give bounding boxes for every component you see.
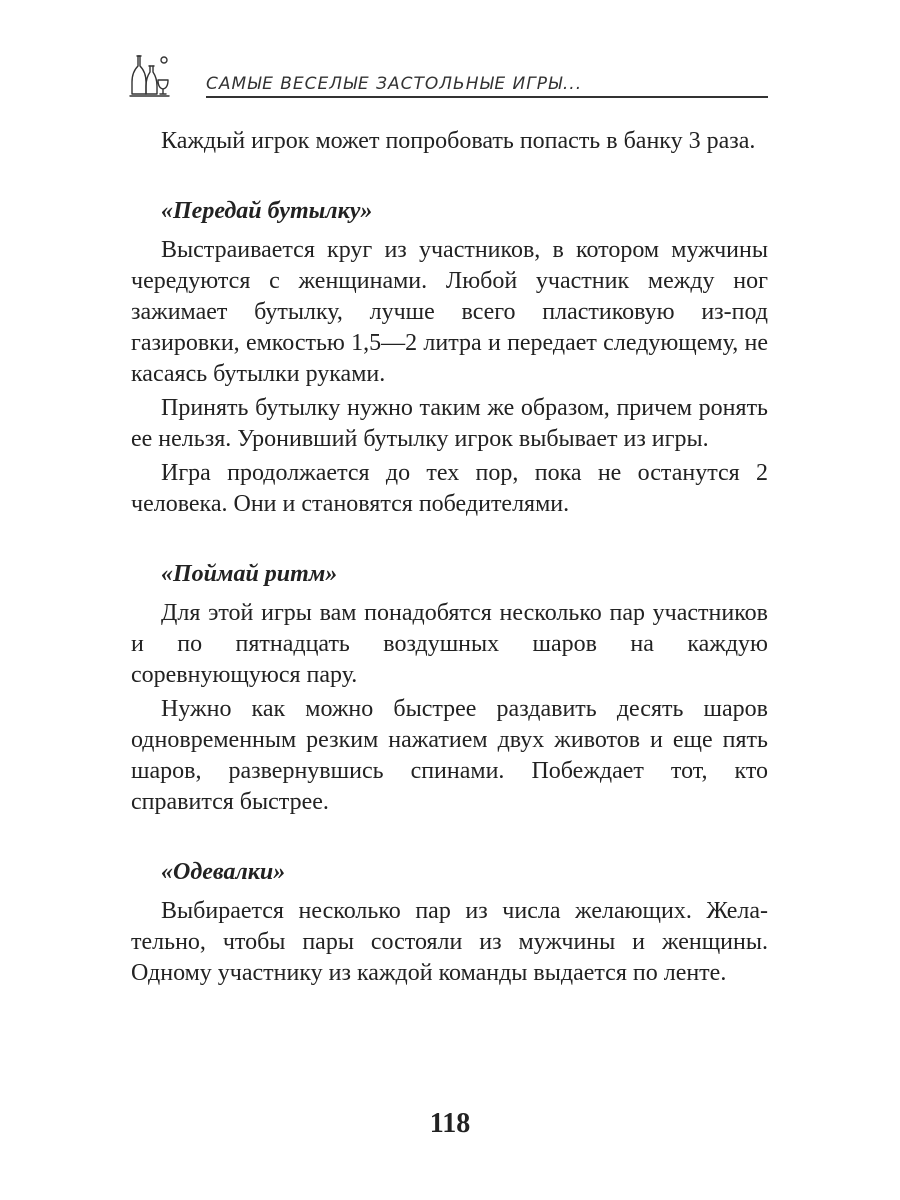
intro-paragraph: Каждый игрок может попробовать попасть в банку 3 раза. bbox=[161, 128, 756, 154]
header-rule bbox=[206, 96, 768, 98]
header-title: САМЫЕ ВЕСЕЛЫЕ ЗАСТОЛЬНЫЕ ИГРЫ... bbox=[206, 74, 583, 94]
bottles-glass-icon bbox=[126, 52, 172, 98]
section-paragraph: Игра продолжается до тех пор, пока не останутся 2 человека. Они и становятся победителями. bbox=[131, 460, 768, 517]
section-paragraph: Принять бутылку нужно таким же образом, причем ронять ее нельзя. Уронивший бутылку игрок выбывает из игры. bbox=[131, 395, 768, 452]
section-paragraph: Выбирается несколько пар из числа желающих. Желательно, чтобы пары состояли из мужчины и женщины. Одному участнику из каждой команды выдается по ленте. bbox=[131, 898, 768, 986]
section-pass-bottle bbox=[131, 196, 768, 520]
section-dressing-up bbox=[131, 857, 768, 989]
section-title: «Передай бутылку» bbox=[161, 198, 373, 224]
page-number: 118 bbox=[429, 1108, 471, 1139]
section-catch-rhythm bbox=[131, 559, 768, 818]
section-paragraph: Нужно как можно быстрее раздавить десять шаров одновременным резким нажатием двух животов и еще пять шаров, развернувшись спинами. Побеждает тот, кто справится быстрее. bbox=[131, 696, 768, 815]
section-paragraph: Выстраивается круг из участников, в котором мужчины чередуются с женщинами. Любой участник между ног зажимает бутылку, лучше всего пластиковую из-под газировки, емкостью 1,5—2 литра и передает следующему, не касаясь бутылки руками. bbox=[131, 237, 768, 387]
section-title: «Поймай ритм» bbox=[161, 561, 338, 587]
section-title: «Одевалки» bbox=[161, 859, 286, 885]
running-header bbox=[126, 50, 768, 100]
section-paragraph: Для этой игры вам понадобятся несколько пар участников и по пятнадцать воздушных шаров на каждую соревнующуюся пару. bbox=[131, 600, 768, 688]
page-content bbox=[131, 126, 768, 989]
